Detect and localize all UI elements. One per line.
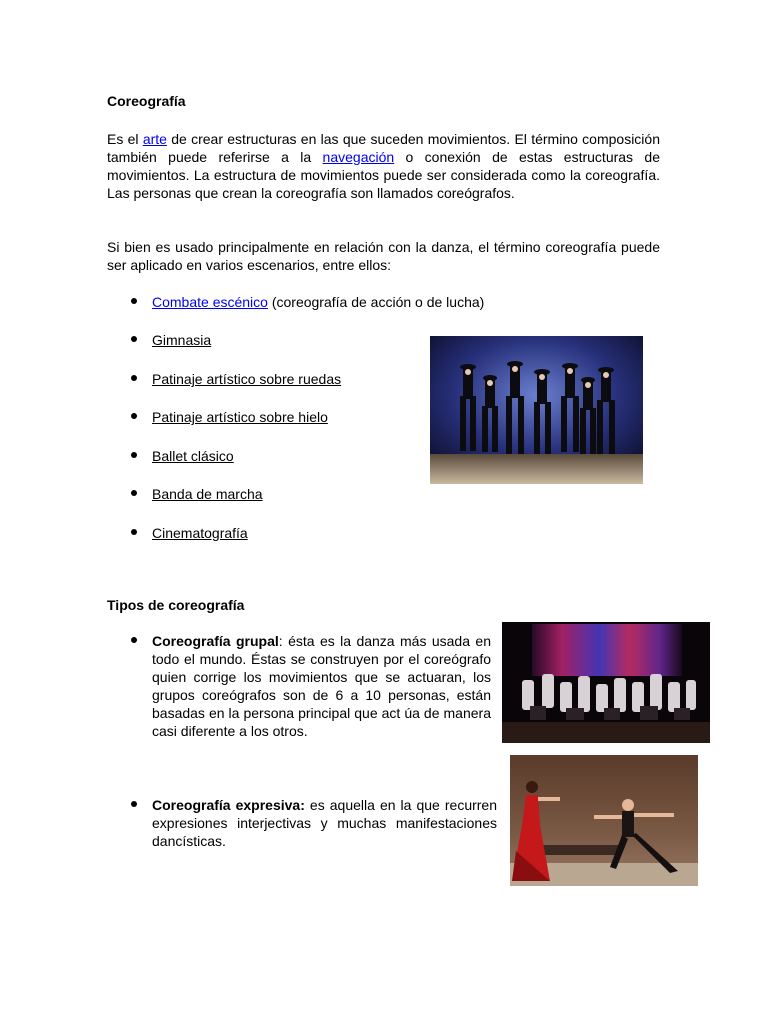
list-item-combate <box>152 293 484 311</box>
intro-text-2: de crear estructuras en las que suceden movimientos. El término composición también puede referirse a la <box>107 131 660 165</box>
banda-de-marcha-link[interactable]: Banda de marcha <box>152 486 263 502</box>
grupal-text: : ésta es la danza más usada en todo el mundo. Éstas se construyen por el coreógrafo quien corrige los movimientos que se actuaran, los grupos coreógrafos son de 6 a 10 personas, están basadas en la persona principal que act úa de manera casi diferente a los otros. <box>152 633 491 739</box>
bullet-icon <box>131 637 139 645</box>
group-dance-photo <box>502 622 710 743</box>
combate-escenico-link[interactable]: Combate escénico <box>152 294 268 310</box>
patinaje-hielo-link[interactable]: Patinaje artístico sobre hielo <box>152 409 328 425</box>
expresiva-text: es aquella en la que recurren expresiones interjectivas y muchas manifestaciones dancísticas. <box>152 797 498 849</box>
tipo-expresiva <box>152 796 497 850</box>
gimnasia-link[interactable]: Gimnasia <box>152 332 212 348</box>
grupal-label: Coreografía grupal <box>152 633 279 649</box>
bullet-icon <box>131 413 139 421</box>
section-title-coreografia: Coreografía <box>107 93 186 109</box>
navegacion-link[interactable]: navegación <box>322 149 395 165</box>
ballet-clasico-link[interactable]: Ballet clásico <box>152 448 234 464</box>
list-item-banda <box>152 485 263 503</box>
list-item-ballet <box>152 447 234 465</box>
cinematografia-link[interactable]: Cinematografía <box>152 525 248 541</box>
dancers-hats-photo <box>430 336 643 484</box>
bullet-icon <box>131 298 139 306</box>
bullet-icon <box>131 490 139 498</box>
patinaje-ruedas-link[interactable]: Patinaje artístico sobre ruedas <box>152 371 342 387</box>
bullet-icon <box>131 801 139 809</box>
arte-link[interactable]: arte <box>142 131 167 147</box>
bullet-icon <box>131 529 139 537</box>
bullet-icon <box>131 336 139 344</box>
expresiva-label: Coreografía expresiva: <box>152 797 305 813</box>
list-item-gimnasia <box>152 331 211 349</box>
list-item-patinaje-hielo <box>152 408 328 426</box>
tipo-grupal <box>152 632 491 740</box>
section-title-tipos: Tipos de coreografía <box>107 597 245 613</box>
combate-description: (coreografía de acción o de lucha) <box>267 294 485 310</box>
intro-paragraph <box>107 130 660 202</box>
list-item-cinematografia <box>152 524 248 542</box>
intro-text-3: o conexión de estas estructuras de movimientos. La estructura de movimientos puede ser considerada como la coreografía. Las personas que crean la coreografía son llamados coreógrafos. <box>107 149 660 201</box>
bullet-icon <box>131 452 139 460</box>
list-item-patinaje-ruedas <box>152 370 341 388</box>
bullet-icon <box>131 375 139 383</box>
flamenco-couple-photo <box>510 755 698 886</box>
usage-paragraph: Si bien es usado principalmente en relación con la danza, el término coreografía puede ser aplicado en varios escenarios, entre ellos: <box>107 239 660 273</box>
intro-text-1: Es el <box>107 131 143 147</box>
